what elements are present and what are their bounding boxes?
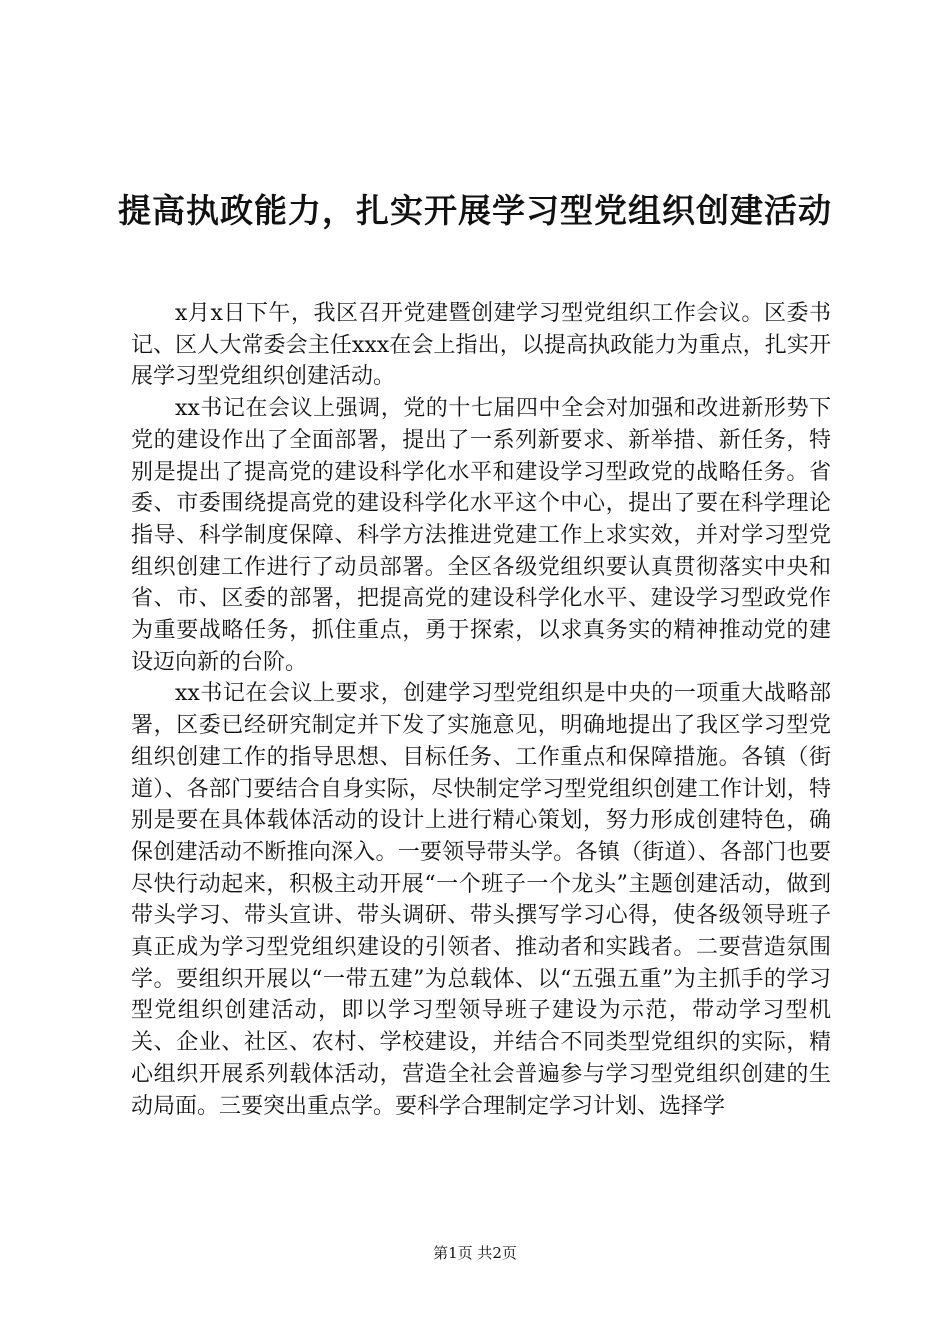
paragraph-2: xx书记在会议上强调，党的十七届四中全会对加强和改进新形势下党的建设作出了全面部署，提出了一系列新要求、新举措、新任务，特别是提出了提高党的建设科学化水平和建设学习型政党的战略任务。省委、市委围绕提高党的建设科学化水平这个中心，提出了要在科学理论指导、科学制度保障、科学方法推进党建工作上求实效，并对学习型党组织创建工作进行了动员部署。全区各级党组织要认真贯彻落实中央和省、市、区委的部署，把提高党的建设科学化水平、建设学习型政党作为重要战略任务，抓住重点，勇于探索，以求真务实的精神推动党的建设迈向新的台阶。 xyxy=(131,396,831,675)
document-body xyxy=(131,298,831,1122)
page-number-footer: 第1页 共2页 xyxy=(433,1244,517,1262)
paragraph-1: x月x日下午，我区召开党建暨创建学习型党组织工作会议。区委书记、区人大常委会主任xxx在会上指出，以提高执政能力为重点，扎实开展学习型党组织创建活动。 xyxy=(131,301,831,390)
document-title: 提高执政能力，扎实开展学习型党组织创建活动 xyxy=(118,191,832,231)
paragraph-3: xx书记在会议上要求，创建学习型党组织是中央的一项重大战略部署，区委已经研究制定并下发了实施意见，明确地提出了我区学习型党组织创建工作的指导思想、目标任务、工作重点和保障措施。各镇（街道）、各部门要结合自身实际，尽快制定学习型党组织创建工作计划，特别是要在具体载体活动的设计上进行精心策划，努力形成创建特色，确保创建活动不断推向深入。一要领导带头学。各镇（街道）、各部门也要尽快行动起来，积极主动开展“一个班子一个龙头”主题创建活动，做到带头学习、带头宣讲、带头调研、带头撰写学习心得，使各级领导班子真正成为学习型党组织建设的引领者、推动者和实践者。二要营造氛围学。要组织开展以“一带五建”为总载体、以“五强五重”为主抓手的学习型党组织创建活动，即以学习型领导班子建设为示范，带动学习型机关、企业、社区、农村、学校建设，并结合不同类型党组织的实际，精心组织开展系列载体活动，营造全社会普遍参与学习型党组织创建的生动局面。三要突出重点学。要科学合理制定学习计划、选择学 xyxy=(131,681,831,1119)
